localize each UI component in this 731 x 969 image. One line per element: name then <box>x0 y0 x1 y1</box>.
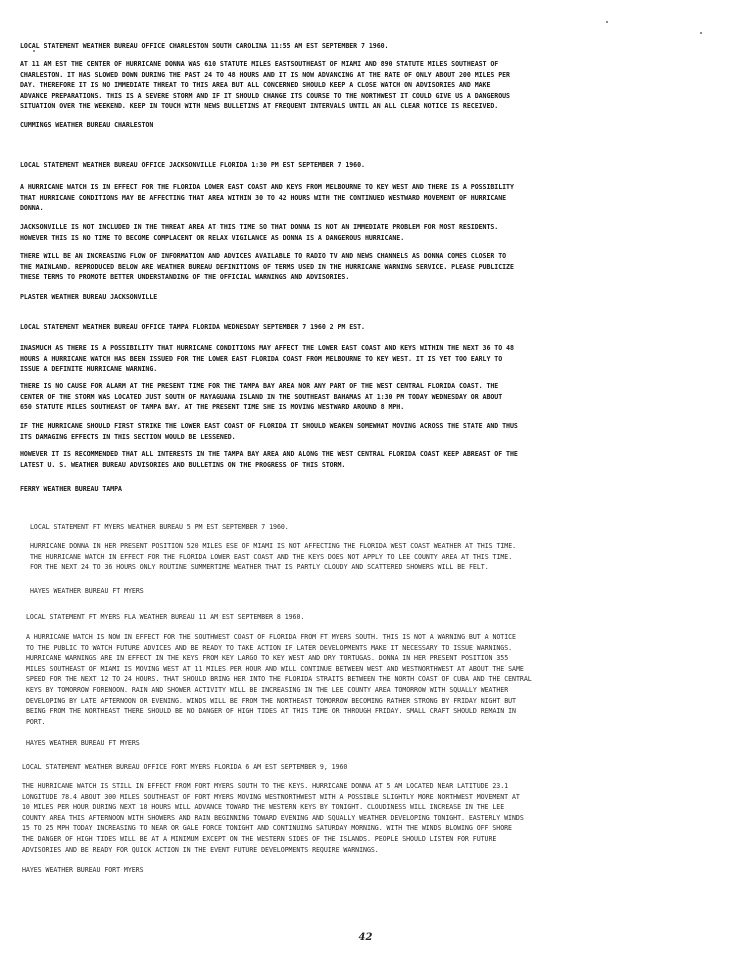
text-line: ISSUE A DEFINITE HURRICANE WARNING. <box>20 365 158 374</box>
fortmyers-sep9-paragraph <box>22 781 712 855</box>
ftmyers-sep7-heading <box>30 522 720 533</box>
text-line: DEVELOPING BY LATE AFTERNOON OR EVENING. WINDS WILL BE FROM THE NORTHEAST TOMORROW BECOMING RATHER STRONG BY FRIDAY NIGHT BUT <box>26 696 516 705</box>
text-line: THE HURRICANE WATCH IS STILL IN EFFECT FROM FORT MYERS SOUTH TO THE KEYS. HURRICANE DONNA AT 5 AM LOCATED NEAR LATITUDE 23.1 <box>22 782 509 790</box>
ftmyers-sep8-signature <box>26 738 716 749</box>
tampa-paragraph-2 <box>20 381 710 413</box>
text-line: THERE WILL BE AN INCREASING FLOW OF INFORMATION AND ADVICES AVAILABLE TO RADIO TV AND NEWS CHANNELS AS DONNA COMES CLOSER TO <box>20 252 507 260</box>
text-line: THERE IS NO CAUSE FOR ALARM AT THE PRESENT TIME FOR THE TAMPA BAY AREA NOR ANY PART OF THE WEST CENTRAL FLORIDA COAST. THE <box>20 382 499 390</box>
jacksonville-signature <box>20 292 710 303</box>
text-line: DAY. THEREFORE IT IS NO IMMEDIATE THREAT TO THIS AREA BUT ALL CONCERNED SHOULD KEEP A CLOSE WATCH ON ADVISORIES AND MAKE <box>20 81 491 90</box>
text-line: IF THE HURRICANE SHOULD FIRST STRIKE THE LOWER EAST COAST OF FLORIDA IT SHOULD WEAKEN SOMEWHAT MOVING ACROSS THE STATE AND THUS <box>20 422 518 430</box>
text-line: SPEED FOR THE NEXT 12 TO 24 HOURS. THAT SHOULD BRING HER INTO THE FLORIDA STRAITS BETWEEN THE NORTH COAST OF CUBA AND THE CENTRAL <box>26 675 532 684</box>
ftmyers-sep8-paragraph <box>26 632 716 727</box>
text-line: HURRICANE WARNINGS ARE IN EFFECT IN THE KEYS FROM KEY LARGO TO KEY WEST AND DRY TORTUGAS. DONNA IN HER PRESENT POSITION 355 <box>26 654 509 663</box>
text-line: HOWEVER THIS IS NO TIME TO BECOME COMPLACENT OR RELAX VIGILANCE AS DONNA IS A DANGEROUS HURRICANE. <box>20 233 405 242</box>
ftmyers-sep8-heading <box>26 612 716 623</box>
text-line: THE DANGER OF HIGH TIDES WILL BE AT A MINIMUM EXCEPT ON THE WESTERN SIDES OF THE ISLANDS. PEOPLE SHOULD LISTEN FOR FUTURE <box>22 834 497 843</box>
scan-speck <box>606 21 608 23</box>
tampa-paragraph-1 <box>20 343 710 375</box>
text-line: HAYES WEATHER BUREAU FT MYERS <box>26 739 140 747</box>
text-line: CUMMINGS WEATHER BUREAU CHARLESTON <box>20 121 154 129</box>
text-line: LATEST U. S. WEATHER BUREAU ADVISORIES AND BULLETINS ON THE PROGRESS OF THIS STORM. <box>20 460 346 469</box>
tampa-paragraph-4 <box>20 449 710 470</box>
charleston-paragraph <box>20 59 710 112</box>
text-line: THESE TERMS TO PROMOTE BETTER UNDERSTANDING OF THE OFFICIAL WARNINGS AND ADVISORIES. <box>20 273 350 282</box>
jacksonville-heading <box>20 160 710 171</box>
text-line: THE MAINLAND. REPRODUCED BELOW ARE WEATHER BUREAU DEFINITIONS OF TERMS USED IN THE HURRICANE WARNING SERVICE. PLEASE PUBLICIZE <box>20 262 514 271</box>
ftmyers-sep7-paragraph <box>30 541 720 573</box>
text-line: CENTER OF THE STORM WAS LOCATED JUST SOUTH OF MAYAGUANA ISLAND IN THE SOUTHEAST BAHAMAS AT 1:30 PM TODAY WEDNESDAY OR ABOUT <box>20 392 503 401</box>
text-line: HOURS A HURRICANE WATCH HAS BEEN ISSUED FOR THE LOWER EAST FLORIDA COAST FROM MELBOURNE TO KEY WEST. IT IS YET TOO EARLY TO <box>20 354 503 363</box>
text-line: ADVANCE PREPARATIONS. THIS IS A SEVERE STORM AND IF IT SHOULD CHANGE ITS COURSE TO THE NORTHWEST IT COULD GIVE US A DANGEROUS <box>20 91 510 100</box>
text-line: ADVISORIES AND BE READY FOR QUICK ACTION IN THE EVENT FUTURE DEVELOPMENTS REQUIRE WARNINGS. <box>22 845 379 854</box>
text-line: FERRY WEATHER BUREAU TAMPA <box>20 485 122 493</box>
charleston-signature <box>20 120 710 131</box>
text-line: LOCAL STATEMENT WEATHER BUREAU OFFICE CHARLESTON SOUTH CAROLINA 11:55 AM EST SEPTEMBER 7 1960. <box>20 42 389 50</box>
text-line: DONNA. <box>20 204 44 213</box>
text-line: COUNTY AREA THIS AFTERNOON WITH SHOWERS AND RAIN BEGINNING TOWARD EVENING AND SQUALLY WEATHER DEVELOPING TONIGHT. EASTERLY WINDS <box>22 813 524 822</box>
text-line: HAYES WEATHER BUREAU FORT MYERS <box>22 866 144 874</box>
text-line: THAT HURRICANE CONDITIONS MAY BE AFFECTING THAT AREA WITHIN 30 TO 42 HOURS WITH THE CONTINUED WESTWARD MOVEMENT OF HURRICANE <box>20 193 507 202</box>
text-line: 15 TO 25 MPH TODAY INCREASING TO NEAR OR GALE FORCE TONIGHT AND CONTINUING SATURDAY MORNING. WITH THE WINDS BLOWING OFF SHORE <box>22 824 512 833</box>
text-line: KEYS BY TOMORROW FORENOON. RAIN AND SHOWER ACTIVITY WILL BE INCREASING IN THE LEE COUNTY AREA TOMORROW WITH SQUALLY WEATHER <box>26 685 509 694</box>
text-line: LONGITUDE 78.4 ABOUT 300 MILES SOUTHEAST OF FORT MYERS MOVING WESTNORTHWEST WITH A POSSIBLE SLIGHTLY MORE NORTHWEST MOVEMENT AT <box>22 792 520 801</box>
scan-speck <box>700 32 702 34</box>
scan-speck <box>33 50 35 52</box>
text-line: PLASTER WEATHER BUREAU JACKSONVILLE <box>20 293 158 301</box>
text-line: LOCAL STATEMENT WEATHER BUREAU OFFICE TAMPA FLORIDA WEDNESDAY SEPTEMBER 7 1960 2 PM EST. <box>20 323 365 331</box>
text-line: SITUATION OVER THE WEEKEND. KEEP IN TOUCH WITH NEWS BULLETINS AT FREQUENT INTERVALS UNTIL AN ALL CLEAR NOTICE IS RECEIVED. <box>20 102 499 111</box>
text-line: LOCAL STATEMENT WEATHER BUREAU OFFICE JACKSONVILLE FLORIDA 1:30 PM EST SEPTEMBER 7 1960. <box>20 161 365 169</box>
fortmyers-sep9-signature <box>22 865 712 876</box>
text-line: 10 MILES PER HOUR DURING NEXT 18 HOURS WILL ADVANCE TOWARD THE WESTERN KEYS BY TONIGHT. CLOUDINESS WILL INCREASE IN THE LEE <box>22 803 505 812</box>
jacksonville-paragraph-2 <box>20 222 710 243</box>
jacksonville-paragraph-3 <box>20 251 710 283</box>
text-line: LOCAL STATEMENT WEATHER BUREAU OFFICE FORT MYERS FLORIDA 6 AM EST SEPTEMBER 9, 1960 <box>22 763 348 771</box>
text-line: HOWEVER IT IS RECOMMENDED THAT ALL INTERESTS IN THE TAMPA BAY AREA AND ALONG THE WEST CENTRAL FLORIDA COAST KEEP ABREAST OF THE <box>20 450 518 458</box>
text-line: HAYES WEATHER BUREAU FT MYERS <box>30 587 144 595</box>
jacksonville-paragraph-1 <box>20 182 710 214</box>
fortmyers-sep9-heading <box>22 762 712 773</box>
text-line: JACKSONVILLE IS NOT INCLUDED IN THE THREAT AREA AT THIS TIME SO THAT DONNA IS NOT AN IMMEDIATE PROBLEM FOR MOST RESIDENTS. <box>20 223 499 231</box>
text-line: A HURRICANE WATCH IS NOW IN EFFECT FOR THE SOUTHWEST COAST OF FLORIDA FROM FT MYERS SOUTH. THIS IS NOT A WARNING BUT A NOTICE <box>26 633 516 641</box>
tampa-signature <box>20 484 710 495</box>
text-line: LOCAL STATEMENT FT MYERS WEATHER BUREAU 5 PM EST SEPTEMBER 7 1960. <box>30 523 289 531</box>
text-line: ITS DAMAGING EFFECTS IN THIS SECTION WOULD BE LESSENED. <box>20 432 236 441</box>
text-line: PORT. <box>26 717 46 726</box>
text-line: INASMUCH AS THERE IS A POSSIBILITY THAT HURRICANE CONDITIONS MAY AFFECT THE LOWER EAST COAST AND KEYS WITHIN THE NEXT 36 TO 48 <box>20 344 514 352</box>
tampa-heading <box>20 322 710 333</box>
text-line: BEING FROM THE NORTHEAST THERE SHOULD BE NO DANGER OF HIGH TIDES AT THIS TIME OR THROUGH FRIDAY. SMALL CRAFT SHOULD REMAIN IN <box>26 707 516 716</box>
charleston-heading <box>20 41 710 52</box>
text-line: FOR THE NEXT 24 TO 36 HOURS ONLY ROUTINE SUMMERTIME WEATHER THAT IS PARTLY CLOUDY AND SCATTERED SHOWERS WILL BE FELT. <box>30 563 489 572</box>
text-line: 650 STATUTE MILES SOUTHEAST OF TAMPA BAY. AT THE PRESENT TIME SHE IS MOVING WESTWARD AROUND 8 MPH. <box>20 403 405 412</box>
text-line: THE HURRICANE WATCH IN EFFECT FOR THE FLORIDA LOWER EAST COAST AND THE KEYS DOES NOT APPLY TO LEE COUNTY AREA AT THIS TIME. <box>30 552 513 561</box>
tampa-paragraph-3 <box>20 421 710 442</box>
text-line: AT 11 AM EST THE CENTER OF HURRICANE DONNA WAS 610 STATUTE MILES EASTSOUTHEAST OF MIAMI AND 890 STATUTE MILES SOUTHEAST OF <box>20 60 499 68</box>
ftmyers-sep7-signature <box>30 586 720 597</box>
page-number: 42 <box>358 932 373 943</box>
text-line: LOCAL STATEMENT FT MYERS FLA WEATHER BUREAU 11 AM EST SEPTEMBER 8 1960. <box>26 613 305 621</box>
text-line: MILES SOUTHEAST OF MIAMI IS MOVING WEST AT 11 MILES PER HOUR AND WILL CONTINUE BETWEEN WEST AND WESTNORTHWEST AT ABOUT THE SAME <box>26 664 524 673</box>
text-line: TO THE PUBLIC TO WATCH FUTURE ADVICES AND BE READY TO TAKE ACTION IF LATER DEVELOPMENTS MAKE IT NECESSARY TO ISSUE WARNINGS. <box>26 643 513 652</box>
text-line: HURRICANE DONNA IN HER PRESENT POSITION 520 MILES ESE OF MIAMI IS NOT AFFECTING THE FLORIDA WEST COAST WEATHER AT THIS TIME. <box>30 542 517 550</box>
text-line: A HURRICANE WATCH IS IN EFFECT FOR THE FLORIDA LOWER EAST COAST AND KEYS FROM MELBOURNE TO KEY WEST AND THERE IS A POSSIBILITY <box>20 183 514 191</box>
text-line: CHARLESTON. IT HAS SLOWED DOWN DURING THE PAST 24 TO 48 HOURS AND IT IS NOW ADVANCING AT THE RATE OF ONLY ABOUT 200 MILES PER <box>20 70 510 79</box>
